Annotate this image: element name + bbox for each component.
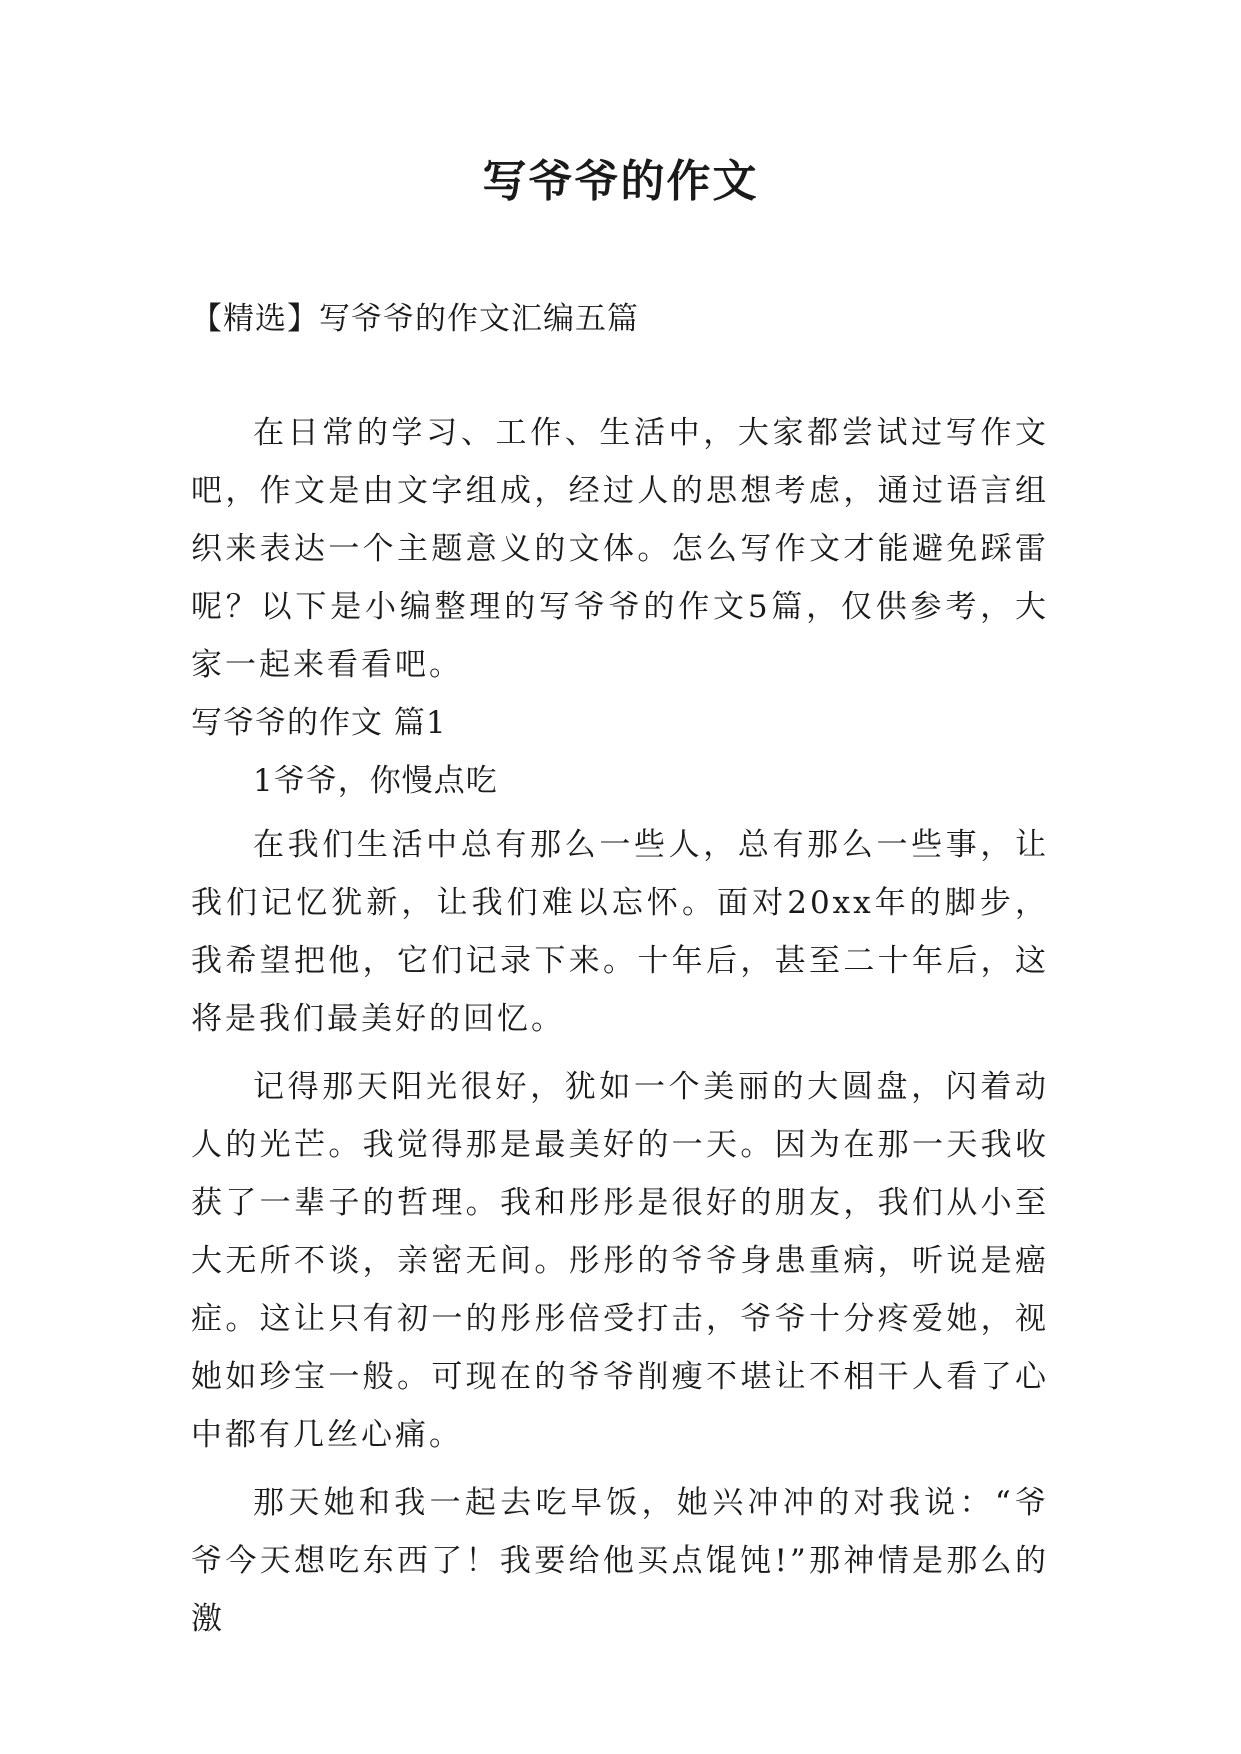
- body-paragraph-3: 那天她和我一起去吃早饭，她兴冲冲的对我说：“爷爷今天想吃东西了！我要给他买点馄饨!”那神情是那么的激: [191, 1485, 1049, 1637]
- document-title: 写爷爷的作文: [482, 156, 759, 207]
- document-subtitle: 【精选】写爷爷的作文汇编五篇: [191, 301, 639, 337]
- section-heading: 写爷爷的作文 篇1: [191, 705, 447, 741]
- body-paragraph-1: 在我们生活中总有那么一些人，总有那么一些事，让我们记忆犹新，让我们难以忘怀。面对20xx年的脚步，我希望把他，它们记录下来。十年后，甚至二十年后，这将是我们最美好的回忆。: [191, 827, 1049, 1037]
- section-subheading: 1爷爷，你慢点吃: [253, 763, 498, 799]
- intro-paragraph: 在日常的学习、工作、生活中，大家都尝试过写作文吧，作文是由文字组成，经过人的思想考虑，通过语言组织来表达一个主题意义的文体。怎么写作文才能避免踩雷呢？以下是小编整理的写爷爷的作文5篇，仅供参考，大家一起来看看吧。: [191, 415, 1049, 683]
- document-body: [191, 290, 1049, 1648]
- spacer: [191, 348, 1049, 404]
- body-paragraph-2: 记得那天阳光很好，犹如一个美丽的大圆盘，闪着动人的光芒。我觉得那是最美好的一天。因为在那一天我收获了一辈子的哲理。我和彤彤是很好的朋友，我们从小至大无所不谈，亲密无间。彤彤的爷爷身患重病，听说是癌症。这让只有初一的彤彤倍受打击，爷爷十分疼爱她，视她如珍宝一般。可现在的爷爷削瘦不堪让不相干人看了心中都有几丝心痛。: [191, 1069, 1049, 1453]
